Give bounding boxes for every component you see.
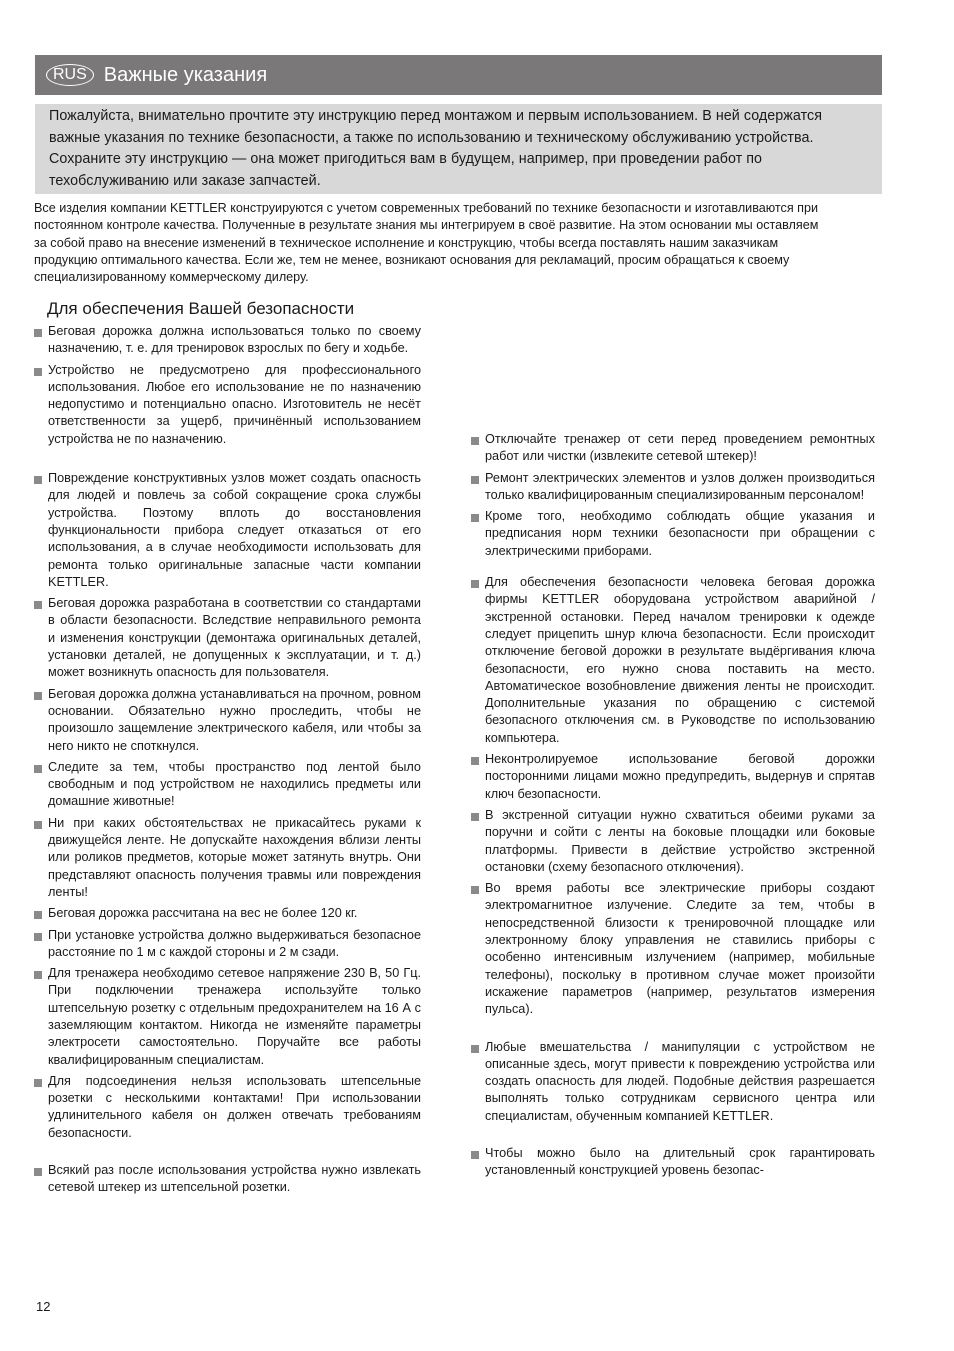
square-bullet-icon — [34, 765, 42, 773]
square-bullet-icon — [471, 514, 479, 522]
list-item: Ремонт электрических элементов и узлов должен производиться только квалифицированным специализированным персоналом! — [470, 470, 875, 505]
square-bullet-icon — [471, 886, 479, 894]
list-item: При установке устройства должно выдерживаться безопасное расстояние по 1 м с каждой стороны и 2 м сзади. — [33, 927, 421, 962]
square-bullet-icon — [34, 1168, 42, 1176]
square-bullet-icon — [471, 1151, 479, 1159]
left-column — [33, 323, 421, 1197]
square-bullet-icon — [471, 757, 479, 765]
list-item: Чтобы можно было на длительный срок гарантировать установленный конструкцией уровень безопас- — [470, 1145, 875, 1180]
square-bullet-icon — [34, 476, 42, 484]
square-bullet-icon — [34, 368, 42, 376]
list-item: Устройство не предусмотрено для профессионального использования. Любое его использование не по назначению недопустимо и потенциально опасно. Изготовитель не несёт ответственности за ущерб, причинённый использованием устройства не по назначению. — [33, 362, 421, 448]
list-item: Беговая дорожка должна устанавливаться на прочном, ровном основании. Обязательно нужно проследить, чтобы не произошло защемление электрического кабеля, или чтобы за него никто не споткнулся. — [33, 686, 421, 755]
lead-paragraph — [34, 200, 824, 286]
square-bullet-icon — [471, 1045, 479, 1053]
list-item: Для подсоединения нельзя использовать штепсельные розетки с несколькими контактами! При использовании удлинительного кабеля он должен отвечать требованиям безопасности. — [33, 1073, 421, 1142]
square-bullet-icon — [34, 933, 42, 941]
list-item: Ни при каких обстоятельствах не прикасайтесь руками к движущейся ленте. Не допускайте нахождения вблизи ленты или роликов предметов, которые может затянуть внутрь. Они представляют опасность получения травмы или повреждения ленты! — [33, 815, 421, 901]
list-item: Повреждение конструктивных узлов может создать опасность для людей и повлечь за собой сокращение срока службы устройства. Поэтому вплоть до восстановления функциональности прибора следует отказаться от его использования, а в случае необходимости использовать для ремонта только оригинальные запасные части компании KETTLER. — [33, 470, 421, 591]
intro-notice-box — [35, 104, 882, 194]
list-item: Кроме того, необходимо соблюдать общие указания и предписания норм техники безопасности при обращении с электрическими приборами. — [470, 508, 875, 560]
right-column — [470, 431, 875, 1180]
square-bullet-icon — [34, 329, 42, 337]
page-title: Важные указания — [103, 63, 268, 86]
square-bullet-icon — [471, 437, 479, 445]
list-item: Беговая дорожка должна использоваться только по своему назначению, т. е. для тренировок взрослых по бегу и ходьбе. — [33, 323, 421, 358]
list-item: Неконтролируемое использование беговой дорожки посторонними лицами можно предупредить, выдернув и спрятав ключ безопасности. — [470, 751, 875, 803]
list-item: Во время работы все электрические приборы создают электромагнитное излучение. Следите за тем, чтобы в непосредственной близости к тренировочной площадке или электронному блоку управления не ставились приборы с особенно интенсивным излучением (например, мобильные телефоны), поскольку в противном случае может произойти искажение параметров (например, результатов измерения пульса). — [470, 880, 875, 1018]
section-header-bar — [35, 55, 882, 95]
page-number: 12 — [36, 1299, 51, 1314]
list-item: Беговая дорожка разработана в соответствии со стандартами в области безопасности. Вследствие неправильного ремонта и изменения конструкции (демонтажа оригинальных деталей, установки деталей, не допущенных к эксплуатации, и т. д.) может возникнуть опасность для пользователя. — [33, 595, 421, 681]
square-bullet-icon — [471, 476, 479, 484]
intro-text: Пожалуйста, внимательно прочтите эту инструкцию перед монтажом и первым использованием. В ней содержатся важные указания по технике безопасности, а также по использованию и техническому обслуживанию устройства. Сохраните эту инструкцию — она может пригодиться вам в будущем, например, при проведении работ по техобслуживанию или заказе запчастей. — [49, 108, 823, 189]
square-bullet-icon — [34, 821, 42, 829]
square-bullet-icon — [34, 601, 42, 609]
section-title: Для обеспечения Вашей безопасности — [47, 299, 355, 318]
list-item: Следите за тем, чтобы пространство под лентой было свободным и под устройством не находились предметы или домашние животные! — [33, 759, 421, 811]
list-item: Беговая дорожка рассчитана на вес не более 120 кг. — [33, 905, 421, 922]
square-bullet-icon — [34, 1079, 42, 1087]
list-item: Любые вмешательства / манипуляции с устройством не описанные здесь, могут привести к повреждению устройства или создать опасность для людей. Подобные действия разрешается выполнять только сотрудникам сервисного центра или специалистам, обученным компанией KETTLER. — [470, 1039, 875, 1125]
square-bullet-icon — [34, 971, 42, 979]
list-item: Всякий раз после использования устройства нужно извлекать сетевой штекер из штепсельной розетки. — [33, 1162, 421, 1197]
square-bullet-icon — [34, 911, 42, 919]
list-item: Для обеспечения безопасности человека беговая дорожка фирмы KETTLER оборудована устройством аварийной / экстренной остановки. Перед началом тренировки к одежде следует прицепить шнур ключа безопасности. Если происходит отключение беговой дорожки в результате выдёргивания ключа безопасности, его нужно снова поставить на место. Автоматическое возобновление движения ленты не происходит. Дополнительные указания по обращению с системой безопасного отключения см. в Руководстве по использованию компьютера. — [470, 574, 875, 747]
square-bullet-icon — [471, 580, 479, 588]
list-item: В экстренной ситуации нужно схватиться обеими руками за поручни и сойти с ленты на боковые площадки или боковые платформы. Привести в действие устройство экстренной остановки (схему безопасного отключения). — [470, 807, 875, 876]
square-bullet-icon — [471, 813, 479, 821]
list-item: Для тренажера необходимо сетевое напряжение 230 В, 50 Гц. При подключении тренажера используйте только штепсельную розетку с отдельным предохранителем на 16 А с заземляющим контактом. Никогда не изменяйте параметры электросети самостоятельно. Поручайте все работы квалифицированным специалистам. — [33, 965, 421, 1069]
lead-text: Все изделия компании KETTLER конструируются с учетом современных требований по технике безопасности и изготавливаются при постоянном контроле качества. Полученные в результате знания мы интегрируем в своё развитие. На этом основании мы оставляем за собой право на внесение изменений в техническое исполнение и конструкцию, чтобы всегда поставлять нашим заказчикам продукцию оптимального качества. Если же, тем не менее, возникают основания для рекламаций, просим обращаться к своему специализированному коммерческому дилеру. — [34, 201, 819, 285]
list-item: Отключайте тренажер от сети перед проведением ремонтных работ или чистки (извлеките сетевой штекер)! — [470, 431, 875, 466]
language-badge: RUS — [46, 64, 94, 86]
square-bullet-icon — [34, 692, 42, 700]
